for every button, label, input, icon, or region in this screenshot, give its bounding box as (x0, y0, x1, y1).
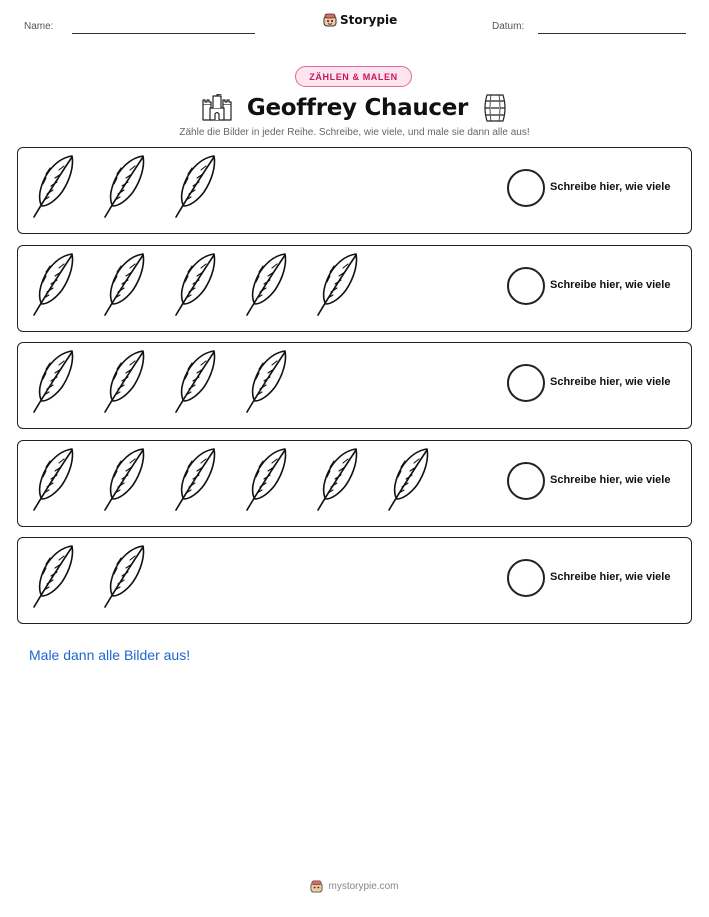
storypie-mascot-icon (323, 13, 337, 27)
answer-circle[interactable] (507, 364, 545, 402)
answer-label: Schreibe hier, wie viele (550, 278, 671, 291)
feather-icon[interactable] (28, 544, 80, 610)
answer-circle[interactable] (507, 559, 545, 597)
page-header (0, 0, 709, 50)
castle-icon (201, 94, 233, 122)
feather-icon[interactable] (99, 154, 151, 220)
answer-label: Schreibe hier, wie viele (550, 473, 671, 486)
date-line[interactable] (538, 33, 686, 34)
counting-row (17, 440, 692, 527)
feather-icon[interactable] (28, 349, 80, 415)
answer-circle[interactable] (507, 169, 545, 207)
instructions-text: Zähle die Bilder in jeder Reihe. Schreibe, wie viele, und male sie dann alle aus! (179, 127, 530, 138)
footer-url: mystorypie.com (328, 881, 399, 892)
category-badge: ZÄHLEN & MALEN (295, 66, 412, 87)
name-label: Name: (24, 21, 54, 32)
page-title: Geoffrey Chaucer (246, 95, 469, 121)
brand-name: Storypie (340, 13, 398, 27)
feather-icon[interactable] (28, 447, 80, 513)
counting-row (17, 537, 692, 624)
counting-row (17, 245, 692, 332)
feather-icon[interactable] (312, 447, 364, 513)
answer-label: Schreibe hier, wie viele (550, 571, 671, 583)
feather-icon[interactable] (28, 154, 80, 220)
page-footer (0, 880, 709, 893)
feather-icon[interactable] (99, 349, 151, 415)
feather-icon[interactable] (170, 252, 222, 318)
footer-note: Male dann alle Bilder aus! (29, 647, 191, 663)
feather-icon[interactable] (99, 544, 151, 610)
barrel-icon (482, 93, 508, 123)
name-line[interactable] (72, 33, 255, 34)
answer-label: Schreibe hier, wie viele (550, 376, 671, 388)
feather-icon[interactable] (170, 349, 222, 415)
feather-icon[interactable] (241, 252, 293, 318)
answer-circle[interactable] (507, 267, 545, 305)
date-label: Datum: (492, 21, 525, 32)
feather-icon[interactable] (241, 349, 293, 415)
feather-icon[interactable] (99, 252, 151, 318)
answer-label: Schreibe hier, wie viele (550, 181, 671, 193)
feather-icon[interactable] (170, 447, 222, 513)
counting-row (17, 342, 692, 429)
feather-icon[interactable] (312, 252, 364, 318)
answer-circle[interactable] (507, 462, 545, 500)
feather-icon[interactable] (170, 154, 222, 220)
feather-icon[interactable] (383, 447, 435, 513)
feather-icon[interactable] (99, 447, 151, 513)
feather-icon[interactable] (241, 447, 293, 513)
title-row (0, 88, 709, 128)
counting-row (17, 147, 692, 234)
brand-logo (323, 13, 397, 27)
feather-icon[interactable] (28, 252, 80, 318)
storypie-mascot-icon (310, 880, 323, 893)
